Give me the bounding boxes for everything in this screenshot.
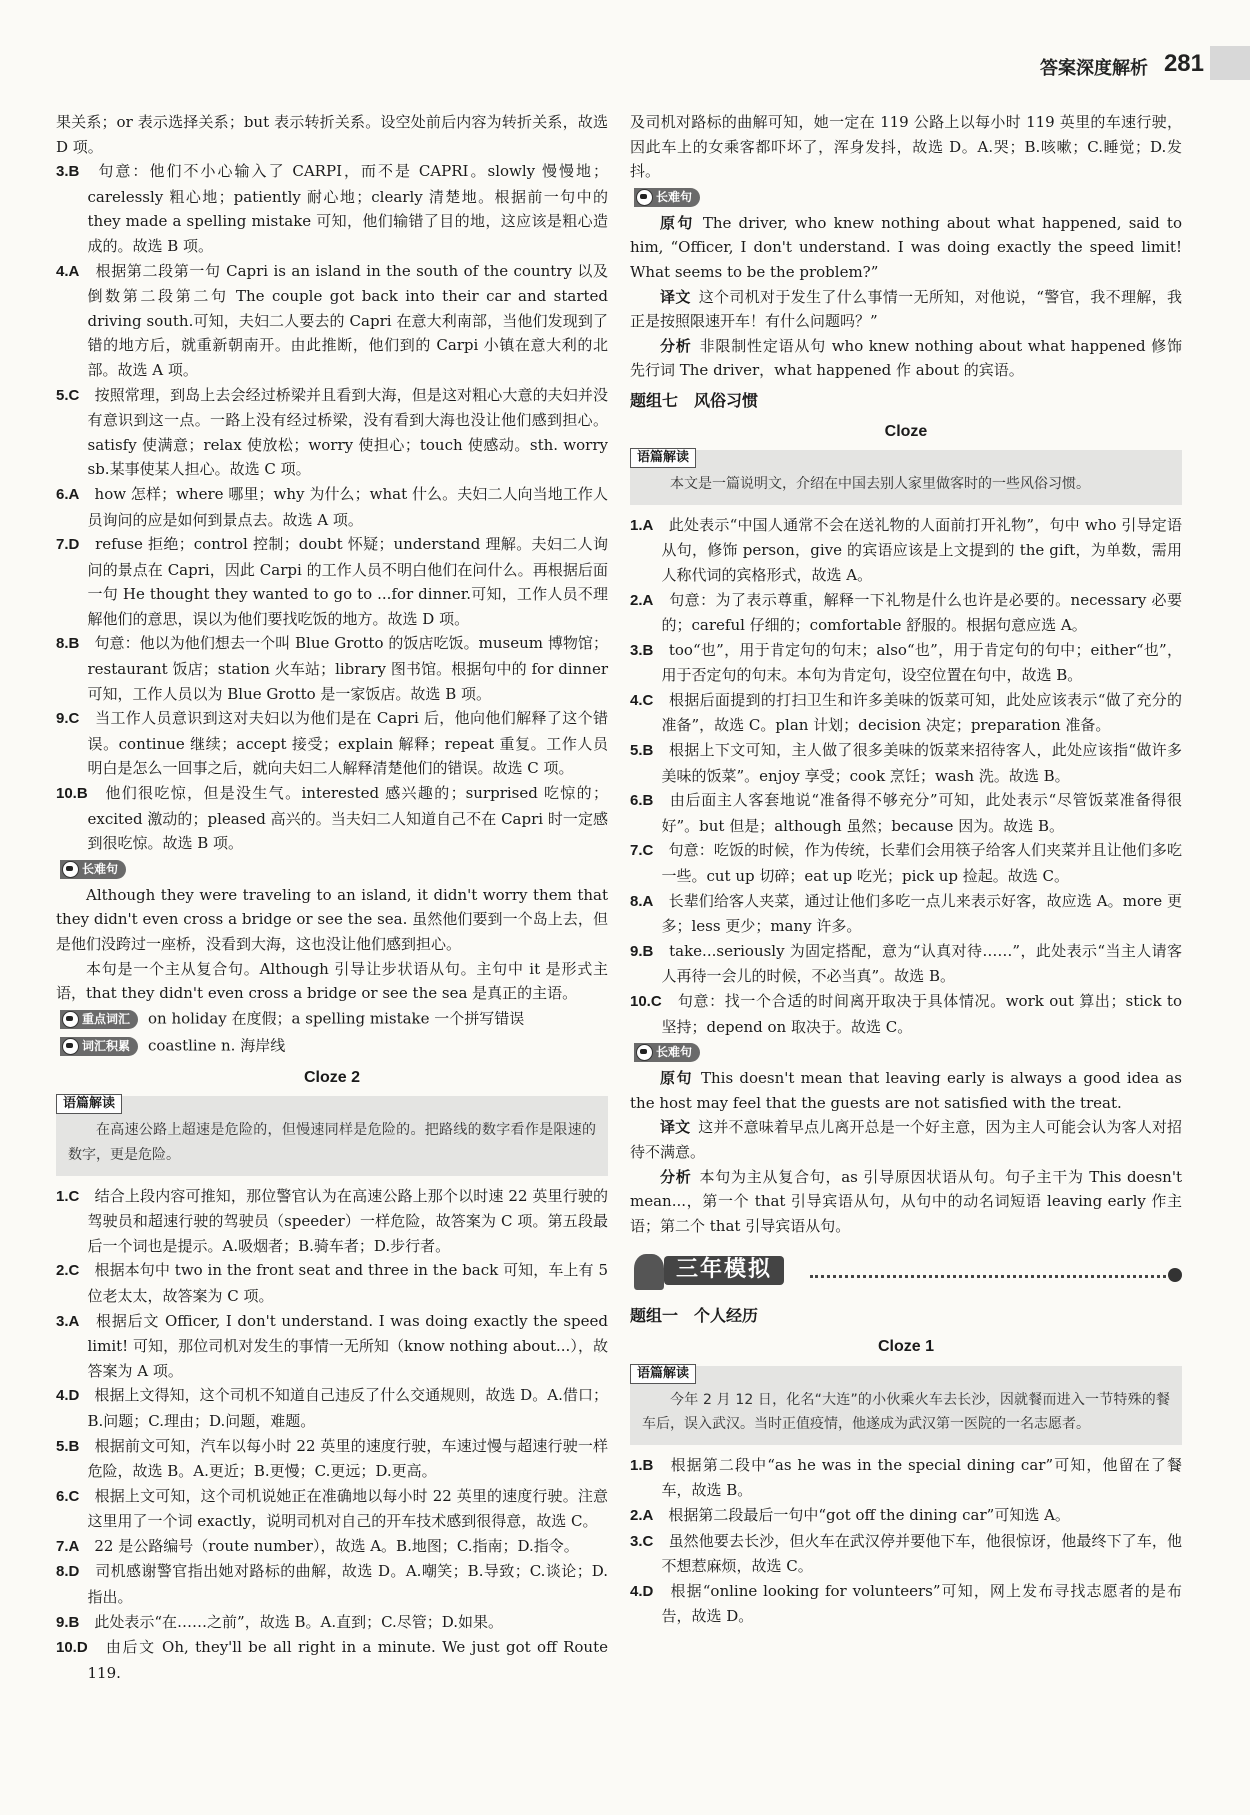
- analysis-line: [630, 334, 1182, 383]
- reading-box: [56, 1096, 608, 1175]
- answer-text: 长辈们给客人夹菜，通过让他们多吃一点儿来表示好客，故应选 A。more 更多；less 更少；many 许多。: [661, 891, 1182, 936]
- answer-item: [56, 1258, 608, 1308]
- answer-item: [630, 1453, 1182, 1503]
- analysis-text: The driver, who knew nothing about what happened, said to him, “Officer, I don't understand. I was doing exactly the speed limit! What seems to be the problem?”: [630, 213, 1182, 281]
- left-column: [56, 110, 608, 1685]
- tag-text: coastline n. 海岸线: [148, 1036, 286, 1055]
- analysis-line: [630, 285, 1182, 334]
- answer-number: 4.A: [56, 262, 80, 280]
- answer-item: [630, 889, 1182, 939]
- analysis-key: 原句: [660, 1069, 693, 1088]
- reading-box: [630, 1366, 1182, 1445]
- answer-item: [56, 1184, 608, 1259]
- answer-item: [630, 939, 1182, 989]
- answer-number: 9.C: [56, 710, 80, 728]
- analysis-text: 这并不意味着早点儿离开总是一个好主意，因为主人可能会认为客人对招待不满意。: [630, 1118, 1182, 1161]
- reading-box-label: 语篇解读: [56, 1094, 122, 1114]
- answer-text: 司机感谢警官指出她对路标的曲解，故选 D。A.嘲笑；B.导致；C.谈论；D.指出。: [87, 1562, 608, 1607]
- answer-number: 10.C: [630, 993, 662, 1010]
- answer-item: [56, 1610, 608, 1636]
- answer-item: [56, 631, 608, 706]
- answer-item: [630, 1529, 1182, 1579]
- answer-text: 根据上下文可知，主人做了很多美味的饭菜来招待客人，此处应该指“做许多美味的饭菜”。enjoy 享受；cook 烹饪；wash 洗。故选 B。: [661, 741, 1182, 785]
- answer-text: 句意：他们不小心输入了 CARPI，而不是 CAPRI。slowly 慢慢地；carelessly 粗心地；patiently 耐心地；clearly 清楚地。根据前一句中的 they made a spelling mistake 可知，他们输错了目的地，这应该是粗心造成的。故选 B 项。: [87, 162, 608, 255]
- section-title: Cloze 1: [877, 1337, 934, 1355]
- answer-text: 此处表示“在……之前”，故选 B。A.直到；C.尽管；D.如果。: [94, 1612, 504, 1631]
- reading-box: [630, 450, 1182, 505]
- answer-item: [56, 1309, 608, 1384]
- answer-text: 句意：他以为他们想去一个叫 Blue Grotto 的饭店吃饭。museum 博物馆；restaurant 饭店；station 火车站；library 图书馆。根据句中的 for dinner 可知，工作人员以为 Blue Grotto 是一家饭店。故选 B 项。: [87, 634, 608, 703]
- answer-text: 句意：吃饭的时候，作为传统，长辈们会用筷子给客人们夹菜并且让他们多吃一些。cut up 切碎；eat up 吃光；pick up 捡起。故选 C。: [661, 841, 1182, 886]
- answer-text: 句意：为了表示尊重，解释一下礼物是什么也许是必要的。necessary 必要的；careful 仔细的；comfortable 舒服的。根据句意应选 A。: [661, 590, 1182, 635]
- analysis-key: 分析: [660, 1167, 692, 1186]
- analysis-line: [630, 1165, 1182, 1239]
- answer-item: [630, 1579, 1182, 1629]
- answer-item: [56, 1484, 608, 1534]
- answer-text: too“也”，用于肯定句的句末；also“也”，用于肯定句的句中；either“也”，用于否定句的句末。本句为肯定句，设空位置在句中，故选 B。: [661, 640, 1182, 685]
- answer-number: 5.B: [630, 742, 654, 760]
- answer-text: 根据前文可知，汽车以每小时 22 英里的速度行驶，车速过慢与超速行驶一样危险，故选 B。A.更近；B.更慢；C.更远；D.更高。: [87, 1436, 608, 1481]
- section-banner: [630, 1252, 1182, 1298]
- analysis-text: 本句为主从复合句，as 引导原因状语从句。句子主干为 This doesn't mean...，第一个 that 引导宾语从句，从句中的动名词短语 leaving early 作主语；第二个 that 引导宾语从句。: [630, 1167, 1182, 1235]
- paragraph: Although they were traveling to an island, it didn't worry them that they didn't even cross a bridge or see the sea. 虽然他们要到一个岛上去，但是他们没跨过一座桥，没看到大海，这也没让他们感到担心。: [56, 885, 608, 953]
- section-tag: 长难句: [60, 860, 126, 879]
- answer-text: refuse 拒绝；control 控制；doubt 怀疑；understand 理解。夫妇二人询问的景点在 Capri，因此 Carpi 的工作人员不明白他们在问什么。再根据后面一句 He thought they wanted to go to ...for dinner.可知，工作人员不理解他们的意思，误以为他们要找吃饭的地方。故选 D 项。: [87, 535, 608, 628]
- tag-line: [56, 1033, 608, 1060]
- answer-text: 根据上文可知，这个司机说她正在准确地以每小时 22 英里的速度行驶。注意这里用了一个词 exactly，说明司机对自己的开车技术感到很得意，故选 C。: [87, 1486, 608, 1531]
- answer-item: [630, 838, 1182, 888]
- answer-number: 1.A: [630, 516, 654, 534]
- answer-text: 根据后面提到的打扫卫生和许多美味的饭菜可知，此处应该表示“做了充分的准备”，故选 C。plan 计划；decision 决定；preparation 准备。: [661, 690, 1182, 735]
- answer-text: 此处表示“中国人通常不会在送礼物的人面前打开礼物”，句中 who 引导定语从句，修饰 person，give 的宾语应该是上文提到的 the gift，为单数，需用人称代词的宾格形式，故选 A。: [661, 515, 1182, 584]
- answer-number: 7.C: [630, 842, 654, 860]
- answer-item: [56, 781, 608, 856]
- answer-item: [56, 1534, 608, 1560]
- analysis-line: [630, 1066, 1182, 1115]
- analysis-text: This doesn't mean that leaving early is always a good idea as the host may feel that the guests are not satisfied with the treat.: [630, 1069, 1182, 1112]
- right-column: [630, 110, 1182, 1629]
- reading-box-text: 在高速公路上超速是危险的，但慢速同样是危险的。把路线的数字看作是限速的数字，更是危险。: [68, 1122, 596, 1163]
- answer-number: 1.B: [630, 1456, 654, 1474]
- answer-item: [56, 1635, 608, 1685]
- answer-item: [630, 588, 1182, 638]
- answer-number: 7.D: [56, 536, 80, 554]
- answer-text: 根据第二段中“as he was in the special dining car”可知，他留在了餐车，故选 B。: [661, 1455, 1182, 1500]
- answer-item: [630, 989, 1182, 1039]
- answer-text: 由后面主人客套地说“准备得不够充分”可知，此处表示“尽管饭菜准备得很好”。but 但是；although 虽然；because 因为。故选 B。: [661, 791, 1182, 835]
- answer-item: [56, 159, 608, 258]
- answer-item: [56, 482, 608, 532]
- answer-number: 2.C: [56, 1262, 80, 1280]
- answer-text: take...seriously 为固定搭配，意为“认真对待……”，此处表示“当主人请客人再待一会儿的时候，不必当真”。故选 B。: [661, 941, 1182, 986]
- answer-number: 4.D: [56, 1387, 80, 1405]
- section-tag: 长难句: [634, 1043, 700, 1062]
- answer-number: 4.C: [630, 691, 654, 709]
- paragraph: 果关系；or 表示选择关系；but 表示转折关系。设空处前后内容为转折关系，故选 D 项。: [56, 113, 608, 156]
- answer-item: [630, 788, 1182, 838]
- answer-text: 根据“online looking for volunteers”可知，网上发布寻找志愿者的是布告，故选 D。: [661, 1581, 1182, 1626]
- answer-item: [56, 532, 608, 631]
- paragraph: 本句是一个主从复合句。Although 引导让步状语从句。主句中 it 是形式主语，that they didn't even cross a bridge or see the sea 是真正的主语。: [56, 959, 608, 1003]
- analysis-text: 非限制性定语从句 who knew nothing about what happened 修饰先行词 The driver，what happened 作 about 的宾语。: [630, 336, 1182, 380]
- analysis-line: [630, 211, 1182, 285]
- group-title: 题组一 个人经历: [630, 1306, 759, 1326]
- header-bar: [1210, 46, 1250, 80]
- answer-number: 6.A: [56, 485, 80, 503]
- section-tag: 长难句: [634, 188, 700, 207]
- reading-box-label: 语篇解读: [630, 1364, 696, 1384]
- answer-number: 10.B: [56, 785, 88, 803]
- answer-item: [630, 688, 1182, 738]
- answer-item: [630, 738, 1182, 788]
- page-header: [0, 46, 1250, 84]
- answer-item: [630, 513, 1182, 588]
- answer-number: 5.B: [56, 1437, 80, 1455]
- answer-text: 根据上文得知，这个司机不知道自己违反了什么交通规则，故选 D。A.借口；B.问题；C.理由；D.问题，难题。: [87, 1386, 608, 1430]
- answer-number: 2.A: [630, 591, 654, 609]
- answer-number: 3.A: [56, 1312, 80, 1330]
- answer-item: [56, 383, 608, 482]
- answer-number: 4.D: [630, 1582, 654, 1600]
- mascot-icon: [634, 1254, 664, 1290]
- answer-item: [630, 1503, 1182, 1529]
- header-title: 答案深度解析: [1040, 58, 1148, 79]
- answer-text: 22 是公路编号（route number），故选 A。B.地图；C.指南；D.指令。: [94, 1536, 579, 1555]
- paragraph: 及司机对路标的曲解可知，她一定在 119 公路上以每小时 119 英里的车速行驶，因此车上的女乘客都吓坏了，浑身发抖，故选 D。A.哭；B.咳嗽；C.睡觉；D.发抖。: [630, 113, 1182, 181]
- analysis-key: 译文: [660, 287, 691, 306]
- analysis-key: 原句: [660, 213, 695, 232]
- answer-number: 8.A: [630, 892, 654, 910]
- answer-item: [630, 638, 1182, 688]
- answer-item: [56, 1559, 608, 1609]
- group-title: 题组七 风俗习惯: [630, 390, 759, 410]
- answer-number: 8.D: [56, 1563, 80, 1581]
- answer-number: 3.B: [630, 641, 654, 659]
- answer-text: how 怎样；where 哪里；why 为什么；what 什么。夫妇二人向当地工作人员询问的应是如何到景点去。故选 A 项。: [87, 484, 608, 529]
- tag-line: [56, 1006, 608, 1033]
- answer-text: 根据第二段第一句 Capri is an island in the south of the country 以及倒数第二段第二句 The couple got back into their car and started driving south.可知，夫妇二人要去的 Capri 在意大利南部，当他们发现到了错的地方后，就重新朝南开。由此推断，他们到的 Carpi 小镇在意大利的北部。故选 A 项。: [87, 261, 608, 379]
- answer-number: 3.C: [630, 1532, 654, 1550]
- answer-item: [56, 1383, 608, 1433]
- answer-item: [56, 1434, 608, 1484]
- analysis-key: 译文: [660, 1118, 691, 1137]
- answer-text: 由后文 Oh, they'll be all right in a minute. We just got off Route 119.: [87, 1638, 608, 1682]
- answer-text: 结合上段内容可推知，那位警官认为在高速公路上那个以时速 22 英里行驶的驾驶员和超速行驶的驾驶员（speeder）一样危险，故答案为 C 项。第五段最后一个词也是提示。A.吸烟者；B.骑车者；D.步行者。: [87, 1186, 608, 1255]
- banner-dot: [1168, 1268, 1182, 1282]
- answer-number: 6.B: [630, 792, 654, 810]
- answer-text: 虽然他要去长沙，但火车在武汉停并要他下车，他很惊讶，他最终下了车，他不想惹麻烦，故选 C。: [661, 1531, 1182, 1576]
- answer-number: 10.D: [56, 1639, 88, 1657]
- answer-text: 根据后文 Officer, I don't understand. I was doing exactly the speed limit! 可知，那位司机对发生的事情一无所知（know nothing about...），故答案为 A 项。: [87, 1311, 608, 1380]
- page-number: 281: [1163, 50, 1204, 77]
- answer-number: 7.A: [56, 1537, 80, 1555]
- reading-box-text: 本文是一篇说明文，介绍在中国去别人家里做客时的一些风俗习惯。: [670, 476, 1090, 493]
- banner-label: 三年模拟: [664, 1256, 784, 1285]
- answer-number: 5.C: [56, 386, 80, 404]
- section-title: Cloze: [884, 422, 928, 440]
- section-tag: 重点词汇: [60, 1010, 138, 1029]
- section-title: Cloze 2: [303, 1068, 360, 1086]
- answer-item: [56, 259, 608, 383]
- answer-text: 根据本句中 two in the front seat and three in the back 可知，车上有 5 位老太太，故答案为 C 项。: [87, 1261, 608, 1305]
- answer-item: [56, 706, 608, 781]
- section-tag: 词汇积累: [60, 1037, 138, 1056]
- tag-text: on holiday 在度假；a spelling mistake 一个拼写错误: [148, 1009, 525, 1028]
- answer-number: 9.B: [56, 1613, 80, 1631]
- answer-text: 他们很吃惊，但是没生气。interested 感兴趣的；surprised 吃惊的；excited 激动的；pleased 高兴的。当夫妇二人知道自己不在 Capri 时一定感到很吃惊。故选 B 项。: [87, 784, 608, 853]
- tag-line: [630, 1039, 1182, 1066]
- answer-text: 按照常理，到岛上去会经过桥梁并且看到大海，但是这对粗心大意的夫妇并没有意识到这一点。一路上没有经过桥梁，没有看到大海也没让他们感到担心。satisfy 使满意；relax 使放松；worry 使担心；touch 使感动。sth. worry sb.某事使某人担心。故选 C 项。: [87, 385, 608, 479]
- tag-line: [630, 184, 1182, 211]
- answer-number: 1.C: [56, 1187, 80, 1205]
- answer-text: 当工作人员意识到这对夫妇以为他们是在 Capri 后，他向他们解释了这个错误。continue 继续；accept 接受；explain 解释；repeat 重复。工作人员明白是怎么一回事之后，就向夫妇二人解释清楚他们的错误。故选 C 项。: [87, 709, 608, 778]
- answer-number: 6.C: [56, 1487, 80, 1505]
- banner-dotted-line: [810, 1275, 1172, 1278]
- tag-line: [56, 856, 608, 883]
- reading-box-label: 语篇解读: [630, 448, 696, 468]
- reading-box-text: 今年 2 月 12 日，化名“大连”的小伙乘火车去长沙，因就餐而进入一节特殊的餐车后，误入武汉。当时正值疫情，他遂成为武汉第一医院的一名志愿者。: [642, 1391, 1170, 1433]
- answer-text: 根据第二段最后一句中“got off the dining car”可知选 A。: [668, 1505, 1070, 1524]
- answer-number: 8.B: [56, 635, 80, 653]
- answer-text: 句意：找一个合适的时间离开取决于具体情况。work out 算出；stick to 坚持；depend on 取决于。故选 C。: [661, 992, 1182, 1036]
- answer-number: 9.B: [630, 942, 654, 960]
- answer-number: 2.A: [630, 1506, 654, 1524]
- answer-number: 3.B: [56, 163, 80, 181]
- analysis-line: [630, 1115, 1182, 1164]
- analysis-text: 这个司机对于发生了什么事情一无所知，对他说，“警官，我不理解，我正是按照限速开车！有什么问题吗？”: [630, 287, 1182, 331]
- analysis-key: 分析: [660, 336, 692, 355]
